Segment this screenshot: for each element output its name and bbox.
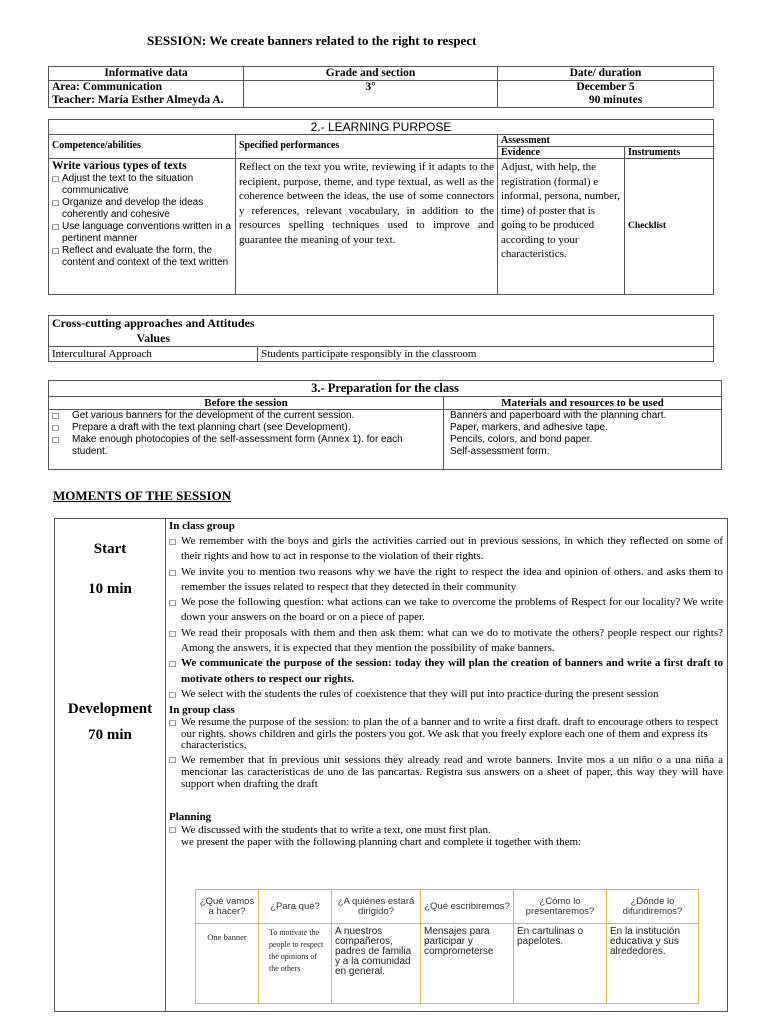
moments-content bbox=[169, 519, 723, 849]
preparation-heading: 3.- Preparation for the class bbox=[49, 381, 722, 397]
group-class-heading: In group class bbox=[169, 704, 235, 717]
planning-header: ¿Qué escribiremos? bbox=[421, 890, 514, 924]
before-list bbox=[49, 410, 444, 470]
ability-item: ☐ Organize and develop the ideas coherently and cohesive bbox=[52, 197, 204, 220]
informative-data-table bbox=[48, 66, 714, 108]
header-evidence: Evidence bbox=[498, 147, 625, 159]
start-item: ☐ We invite you to mention two reasons why we have the right to respect the idea and opinion of others. and asks them to remember the issues related to respect that they detected in their community bbox=[169, 565, 723, 593]
values-label: Values bbox=[136, 331, 171, 345]
planning-item: ☐ We discussed with the students that to write a text, one must first plan. bbox=[169, 823, 491, 836]
class-group-heading: In class group bbox=[169, 520, 235, 532]
planning-cell: Mensajes para participar y comprometerse bbox=[421, 924, 514, 1004]
planning-intro: we present the paper with the following planning chart and complete it together with them: bbox=[181, 835, 582, 848]
duration-value: 90 minutes bbox=[588, 94, 643, 106]
instrument-text: Checklist bbox=[625, 159, 714, 295]
header-materials: Materials and resources to be used bbox=[444, 397, 722, 410]
before-item: ☐ Make enough photocopies of the self-assessment form (Annex 1). for each student. bbox=[52, 434, 403, 457]
planning-header: ¿A quiénes estará dirigido? bbox=[332, 890, 421, 924]
before-item: ☐ Prepare a draft with the text planning chart (see Development). bbox=[52, 422, 351, 433]
header-performance: Specified performances bbox=[236, 135, 498, 159]
planning-header: ¿Qué vamos a hacer? bbox=[196, 890, 259, 924]
planning-chart bbox=[195, 889, 699, 1004]
header-competence: Competence/abilities bbox=[49, 135, 236, 159]
group-item: ☐ We remember that in previous unit sessions they already read and wrote banners. Invite mos a un niño o a una niña a mencionar las características de uno de las pancartas. Registra sus answers on a sheet of paper, this way they will have support when drafting the draft bbox=[169, 753, 723, 790]
start-item: ☐ We pose the following question: what actions can we take to overcome the problems of Respect for our locality? We write down your answers on the board or on a piece of paper. bbox=[169, 596, 723, 624]
material-item: Paper, markers, and adhesive tape. bbox=[450, 422, 608, 433]
date-value: December 5 bbox=[576, 81, 635, 93]
material-item: Pencils, colors, and bond paper. bbox=[450, 434, 593, 445]
moments-heading: MOMENTS OF THE SESSION bbox=[53, 488, 232, 503]
page-title: SESSION: We create banners related to the right to respect bbox=[147, 33, 477, 48]
start-label: Start bbox=[93, 541, 127, 557]
planning-cell: En cartulinas o papelotes. bbox=[514, 924, 607, 1004]
purpose-statement: ☐ We communicate the purpose of the session: today they will plan the creation of banners and write a first draft to motivate others to respect our rights. bbox=[169, 657, 723, 685]
cross-cutting-empty bbox=[258, 316, 714, 347]
area-text: Area: Communication bbox=[52, 81, 162, 93]
cross-cutting-heading: Cross-cutting approaches and Attitudes Values bbox=[49, 316, 258, 347]
attitude-text: Students participate responsibly in the classroom bbox=[258, 347, 714, 362]
header-assessment: Assessment bbox=[498, 135, 714, 147]
planning-header: ¿Para qué? bbox=[259, 890, 332, 924]
abilities-list bbox=[52, 173, 232, 269]
group-item: ☐ We resume the purpose of the session: to plan the of a banner and to write a first draft. draft to encourage others to respect our rights. shows children and girls the posters you got. We ask that you freely explore each one of them and express its characteristics. bbox=[169, 716, 719, 752]
header-grade-section: Grade and section bbox=[244, 67, 498, 81]
learning-purpose-table bbox=[48, 119, 714, 295]
material-item: Self-assessment form. bbox=[450, 446, 550, 457]
ability-item: ☐ Adjust the text to the situation communicative bbox=[52, 173, 194, 196]
planning-cell: One banner bbox=[196, 924, 259, 1004]
planning-heading: Planning bbox=[169, 810, 212, 823]
before-item: ☐ Get various banners for the development of the current session. bbox=[52, 410, 355, 421]
start-time: 10 min bbox=[88, 581, 132, 597]
date-cell bbox=[498, 81, 714, 108]
evidence-text: Adjust, with help, the registration (formal) e informal, persona, number, time) of poster that is going to be produced according to your characteristics. bbox=[498, 159, 625, 295]
ability-item: ☐ Use language conventions written in a pertinent manner bbox=[52, 221, 231, 244]
moments-divider bbox=[165, 519, 166, 1011]
development-label: Development bbox=[67, 701, 153, 717]
start-item: ☐ We remember with the boys and girls the activities carried out in previous sessions, in which they reflected on some of their rights and how to act in response to the violation of their rights. bbox=[169, 535, 723, 563]
ability-item: ☐ Reflect and evaluate the form, the content and context of the text written bbox=[52, 245, 229, 268]
header-informative-data: Informative data bbox=[49, 67, 244, 81]
materials-list bbox=[444, 410, 722, 470]
start-item: ☐ We read their proposals with them and then ask them: what can we do to motivate the others? people respect our rights? Among the answers, it is expected that they mention the possibility of make banners. bbox=[169, 626, 723, 655]
header-before-session: Before the session bbox=[49, 397, 444, 410]
learning-purpose-heading: 2.- LEARNING PURPOSE bbox=[49, 120, 714, 135]
teacher-text: Teacher: María Esther Almeyda A. bbox=[52, 94, 224, 106]
planning-header: ¿Cómo lo presentaremos? bbox=[514, 890, 607, 924]
development-time: 70 min bbox=[88, 727, 132, 743]
grade-value: 3° bbox=[244, 81, 498, 108]
moments-table bbox=[54, 518, 728, 1012]
header-date-duration: Date/ duration bbox=[498, 67, 714, 81]
cross-cutting-table bbox=[48, 315, 714, 362]
header-instruments: Instruments bbox=[625, 147, 714, 159]
material-item: Banners and paperboard with the planning chart. bbox=[450, 410, 667, 421]
planning-header: ¿Dónde lo difundiremos? bbox=[607, 890, 699, 924]
start-item: ☐ We select with the students the rules of coexistence that they will put into practice during the present session bbox=[169, 687, 659, 700]
preparation-table bbox=[48, 380, 722, 470]
planning-cell: En la institución educativa y sus alrededores. bbox=[607, 924, 699, 1004]
competence-title: Write various types of texts bbox=[52, 160, 187, 172]
competence-cell bbox=[49, 159, 236, 295]
approach-text: Intercultural Approach bbox=[49, 347, 258, 362]
performance-text: Reflect on the text you write, reviewing if it adapts to the recipient, purpose, theme, and type textual, as well as the coherence between the ideas, the use of some connectors y references, relevant vocabulary, in addition to the resources spelling techniques used to improve and guarantee the meaning of your text. bbox=[236, 159, 498, 295]
area-teacher-cell bbox=[49, 81, 244, 108]
planning-cell: A nuestros compañeros, padres de familia y a la comunidad en general. bbox=[332, 924, 421, 1004]
planning-cell: To motivate the people to respect the opinions of the others bbox=[259, 924, 332, 1004]
